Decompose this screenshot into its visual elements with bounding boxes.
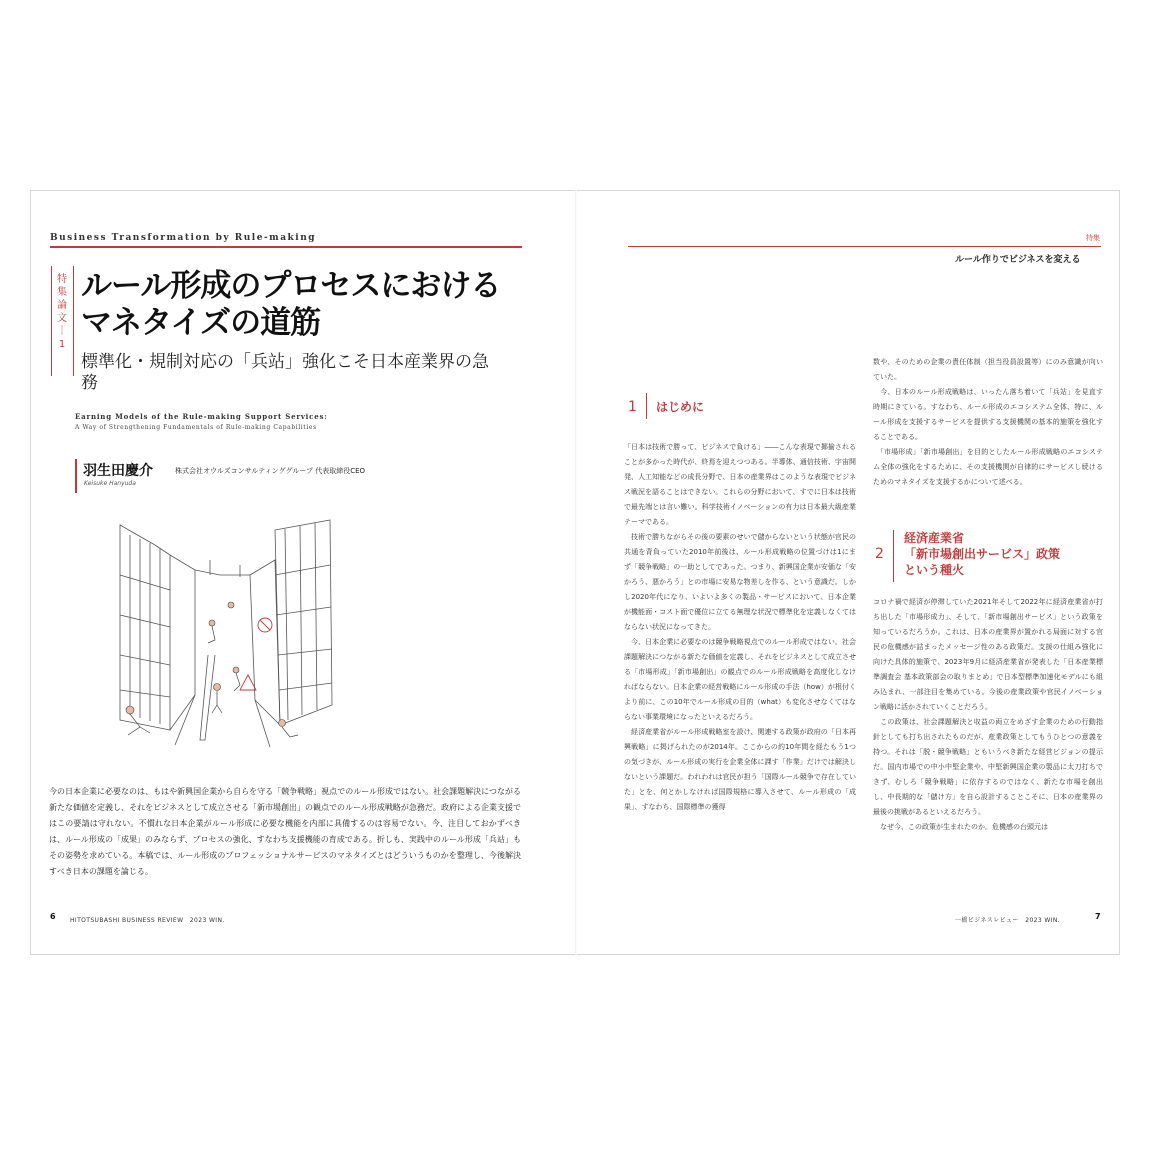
english-title: Earning Models of the Rule-making Support Services: <box>75 412 328 421</box>
section-1-heading: はじめに <box>656 400 705 414</box>
article-subtitle: 標準化・規制対応の「兵站」強化こそ日本産業界の急務 <box>81 352 489 393</box>
section-2-heading <box>904 530 1060 578</box>
section-1-number: 1 <box>628 399 637 415</box>
running-header-tag: 特集 <box>1086 234 1100 242</box>
spread-fold <box>575 190 577 955</box>
section-2-number: 2 <box>875 546 884 562</box>
author-affiliation: 株式会社オウルズコンサルティンググループ 代表取締役CEO <box>175 467 366 475</box>
section-2-heading-line-3: という種火 <box>904 563 965 577</box>
english-subtitle: A Way of Strengthening Fundamentals of Rule-making Capabilities <box>75 424 317 431</box>
page-number-right: 7 <box>1095 912 1101 921</box>
street-illustration <box>100 515 345 750</box>
article-lead: 今の日本企業に必要なのは、もはや新興国企業から自らを守る「競争戦略」視点でのルール形成ではない。社会課題解決につながる新たな価値を定義し、それをビジネスとして成立させる「新市場創出」の観点でのルール形成戦略が急務だ。政府による企業支援ではこの要請は守れない。不慣れな日本企業がルール形成に必要な機能を内部に具備するのは容易でない。今、注目しておかずべきは、ルール形成の「成果」のみならず、プロセスの強化、すなわち支援機能の育成である。折しも、実践中のルール形成「兵站」もその姿勢を求めている。本稿では、ルール形成のプロフェッショナルサービスのマネタイズとはどういうものかを整理し、今後解決すべき日本の課題を論じる。 <box>49 787 521 876</box>
column-continued: 数や、そのための企業の責任体制（担当役員設置等）にのみ意識が向いていた。 今、日本のルール形成戦略は、いったん落ち着いて「兵站」を見直す時期にきている。すなわち、ルール形成のエコシステム全体、特に、ルール形成を支援するサービスを提供する支援機関の基本的施策を強化することである。 「市場形成」「新市場創出」を目的としたルール形成戦略のエコシステム全体の強化をするために、その支援機関が自律的にサービスし続けるためのマネタイズを支援するかについて述べる。 <box>873 358 1103 486</box>
page-number-left: 6 <box>50 912 56 921</box>
header-rule-right <box>628 246 1101 247</box>
journal-footer-right: 一橋ビジネスレビュー 2023 WIN. <box>955 917 1061 924</box>
article-title: ルール形成のプロセスにおけるマネタイズの道筋 <box>81 268 501 341</box>
section-1-bar <box>646 393 647 419</box>
section-1-body: 「日本は技術で勝って、ビジネスで負ける」――こんな表現で揶揄されることが多かった時代が、終焉を迎えつつある。半導体、通信技術、宇宙開発、人工知能などの成長分野で、日本の産業界はこのような表現でビジネス戦況を語ることはできない。これらの分野において、すでに日本は技術で最先端とは言い難い。科学技術イノベーションの有力は日本最大級産業テーマである。 技術で勝ちながらその後の要素のせいで儲からないという状態が官民の共通を背負っていた2010年前後は、ルール形成戦略の位置づけは1にまず「競争戦略」の一助としてであった。つまり、新興国企業が安価な「安かろう、悪かろう」との市場に安易な物差しを作る、という意識だ。しかし2020年代になり、いよいよ多くの製品・サービスにおいて、日本企業が機能面・コスト面で優位に立てる無理な状況で標準化を定義しなくてはならない状況になってきた。 今、日本企業に必要なのは競争戦略視点でのルール形成ではない。社会課題解決につながる新たな価値を定義し、それをビジネスとして成立させる「市場形成」「新市場創出」の観点でのルール形成戦略を高度化しなければならない。日本企業の経営戦略にルール形成の手法（how）が根付くより前に、この10年でルール形成の目的（what）も変化させなくてはならない事業環境になったといえるだろう。 経済産業省がルール形成戦略室を設け、関連する政策が政府の「日本再興戦略」に掲げられたのが2014年。ここからの約10年間を経たもう1つの気づきが、ルール形成の実行を企業全体に課す「作業」だけでは解決しないという課題だ。われわれは官民が担う「国際ルール競争で存在していた」とを、何とかしなければ国際規格に導入させて、ルール形成の「成果」、すなわち、国際標準の獲得 <box>624 443 856 811</box>
section-2-heading-line-2: 「新市場創出サービス」政策 <box>904 547 1061 561</box>
section-2-bar <box>893 530 894 582</box>
section-2-heading-line-1: 経済産業省 <box>904 531 965 545</box>
journal-footer-left: HITOTSUBASHI BUSINESS REVIEW 2023 WIN. <box>70 917 225 924</box>
author-romaji: Keisuke Hanyuda <box>84 480 136 487</box>
author-accent-bar <box>75 459 77 493</box>
author-name: 羽生田慶介 <box>83 463 153 479</box>
label-rule-right <box>73 266 74 376</box>
running-header-series: ルール作りでビジネスを変える <box>955 255 1081 265</box>
running-header-left: Business Transformation by Rule-making <box>50 233 317 243</box>
article-category-label: 特集論文｜1 <box>57 274 67 350</box>
header-rule-left <box>50 246 522 248</box>
section-2-body: コロナ禍で経済が停滞していた2021年そして2022年に経済産業省が打ち出した「市場形成力」、そして、「新市場創出サービス」という政策を知っているだろうか。これは、日本の産業界が置かれる局面に対する官民の危機感が詰まったメッセージ性のある政策だ。支援の仕組み強化に向けた具体的施策で、2023年9月に経済産業省が発表した「日本産業標準調査会 基本政策部会の取りまとめ」で日本型標準加速化モデルにも組み込まれ、一部注目を集めている。今後の産業政策や官民イノベーション戦略に活かされていくことだろう。 この政策は、社会課題解決と収益の両立をめざす企業のための行動指針としても打ち出されたものだが、産業政策としてもうひとつの意義を持つ。それは「脱・競争戦略」ともいうべき新たな経営ビジョンの提示だ。国内市場での中小中堅企業や、中堅新興国企業の製品に太刀打ちできず、むしろ「競争戦略」に依存するのではなく、新たな市場を創出し、中長期的な「儲け方」を自ら設計することこそに、日本の産業界の最後の挑戦があるといえるだろう。 なぜ今、この政策が生まれたのか。危機感の台頭元は <box>873 598 1103 831</box>
label-rule-left <box>51 266 52 376</box>
